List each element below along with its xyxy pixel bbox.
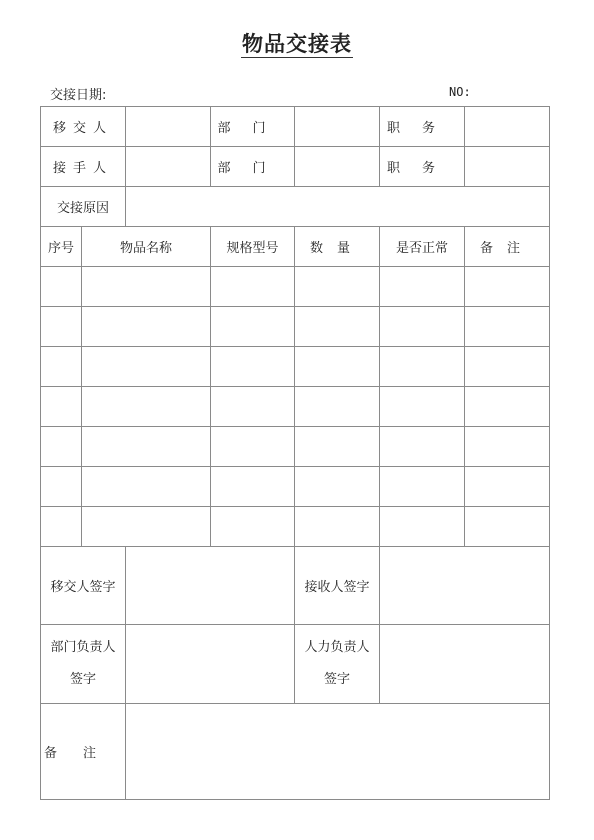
receiver-dept-field[interactable] [295, 147, 380, 187]
remarks-cell[interactable] [465, 467, 550, 507]
remarks-cell[interactable] [465, 387, 550, 427]
spec-cell[interactable] [211, 267, 295, 307]
item-name-cell[interactable] [82, 347, 211, 387]
reason-row [41, 187, 550, 227]
header-quantity: 数量 [295, 227, 380, 267]
table-row [41, 267, 550, 307]
header-remarks: 备注 [465, 227, 550, 267]
seq-cell[interactable] [41, 467, 82, 507]
transferor-row [41, 107, 550, 147]
remarks-cell[interactable] [465, 267, 550, 307]
receiver-sign-field[interactable] [380, 547, 550, 625]
spec-cell[interactable] [211, 307, 295, 347]
quantity-cell[interactable] [295, 507, 380, 547]
table-row [41, 427, 550, 467]
item-name-cell[interactable] [82, 267, 211, 307]
receiver-position-field[interactable] [465, 147, 550, 187]
transferor-dept-field[interactable] [295, 107, 380, 147]
header-is-normal: 是否正常 [380, 227, 465, 267]
quantity-cell[interactable] [295, 467, 380, 507]
seq-cell[interactable] [41, 347, 82, 387]
form-number-label: NO: [449, 85, 471, 99]
table-row [41, 347, 550, 387]
hr-head-sign-line1: 人力负责人 [304, 640, 370, 655]
spec-cell[interactable] [211, 467, 295, 507]
table-row [41, 507, 550, 547]
item-name-cell[interactable] [82, 507, 211, 547]
remarks-cell[interactable] [465, 307, 550, 347]
quantity-cell[interactable] [295, 347, 380, 387]
transferor-label: 移交人 [41, 107, 126, 147]
quantity-cell[interactable] [295, 307, 380, 347]
dept-head-sign-line2: 签字 [70, 672, 97, 687]
reason-field[interactable] [126, 187, 550, 227]
receiver-field[interactable] [126, 147, 211, 187]
remarks-row [41, 704, 550, 800]
handover-form-table [40, 106, 550, 800]
seq-cell[interactable] [41, 267, 82, 307]
remarks-cell[interactable] [465, 507, 550, 547]
table-row [41, 307, 550, 347]
remarks-field[interactable] [126, 704, 550, 800]
quantity-cell[interactable] [295, 387, 380, 427]
dept-head-sign-label [41, 625, 126, 704]
transferor-sign-label: 移交人签字 [41, 547, 126, 625]
form-title-text: 物品交接表 [242, 31, 352, 56]
is-normal-cell[interactable] [380, 467, 465, 507]
signature-row-1 [41, 547, 550, 625]
item-name-cell[interactable] [82, 387, 211, 427]
transferor-field[interactable] [126, 107, 211, 147]
quantity-cell[interactable] [295, 267, 380, 307]
is-normal-cell[interactable] [380, 267, 465, 307]
receiver-sign-label: 接收人签字 [295, 547, 380, 625]
remarks-cell[interactable] [465, 427, 550, 467]
is-normal-cell[interactable] [380, 387, 465, 427]
receiver-position-label: 职务 [380, 147, 465, 187]
receiver-label: 接手人 [41, 147, 126, 187]
spec-cell[interactable] [211, 387, 295, 427]
transferor-position-field[interactable] [465, 107, 550, 147]
dept-head-sign-field[interactable] [126, 625, 295, 704]
hr-head-sign-label [295, 625, 380, 704]
header-seq: 序号 [41, 227, 82, 267]
spec-cell[interactable] [211, 347, 295, 387]
transferor-sign-field[interactable] [126, 547, 295, 625]
hr-head-sign-line2: 签字 [324, 672, 351, 687]
quantity-cell[interactable] [295, 427, 380, 467]
receiver-row [41, 147, 550, 187]
remarks-label: 备注 [41, 704, 126, 800]
receiver-dept-label: 部门 [211, 147, 295, 187]
item-name-cell[interactable] [82, 427, 211, 467]
spec-cell[interactable] [211, 507, 295, 547]
signature-row-2 [41, 625, 550, 704]
is-normal-cell[interactable] [380, 427, 465, 467]
hr-head-sign-field[interactable] [380, 625, 550, 704]
spec-cell[interactable] [211, 427, 295, 467]
item-name-cell[interactable] [82, 467, 211, 507]
is-normal-cell[interactable] [380, 347, 465, 387]
is-normal-cell[interactable] [380, 507, 465, 547]
transferor-dept-label: 部门 [211, 107, 295, 147]
is-normal-cell[interactable] [380, 307, 465, 347]
seq-cell[interactable] [41, 507, 82, 547]
reason-label: 交接原因 [41, 187, 126, 227]
seq-cell[interactable] [41, 307, 82, 347]
seq-cell[interactable] [41, 427, 82, 467]
item-name-cell[interactable] [82, 307, 211, 347]
table-row [41, 467, 550, 507]
seq-cell[interactable] [41, 387, 82, 427]
dept-head-sign-line1: 部门负责人 [50, 640, 116, 655]
handover-date-label: 交接日期: [50, 88, 107, 103]
table-row [41, 387, 550, 427]
form-title [0, 28, 594, 58]
transferor-position-label: 职务 [380, 107, 465, 147]
remarks-cell[interactable] [465, 347, 550, 387]
header-spec-model: 规格型号 [211, 227, 295, 267]
items-header-row [41, 227, 550, 267]
header-item-name: 物品名称 [82, 227, 211, 267]
